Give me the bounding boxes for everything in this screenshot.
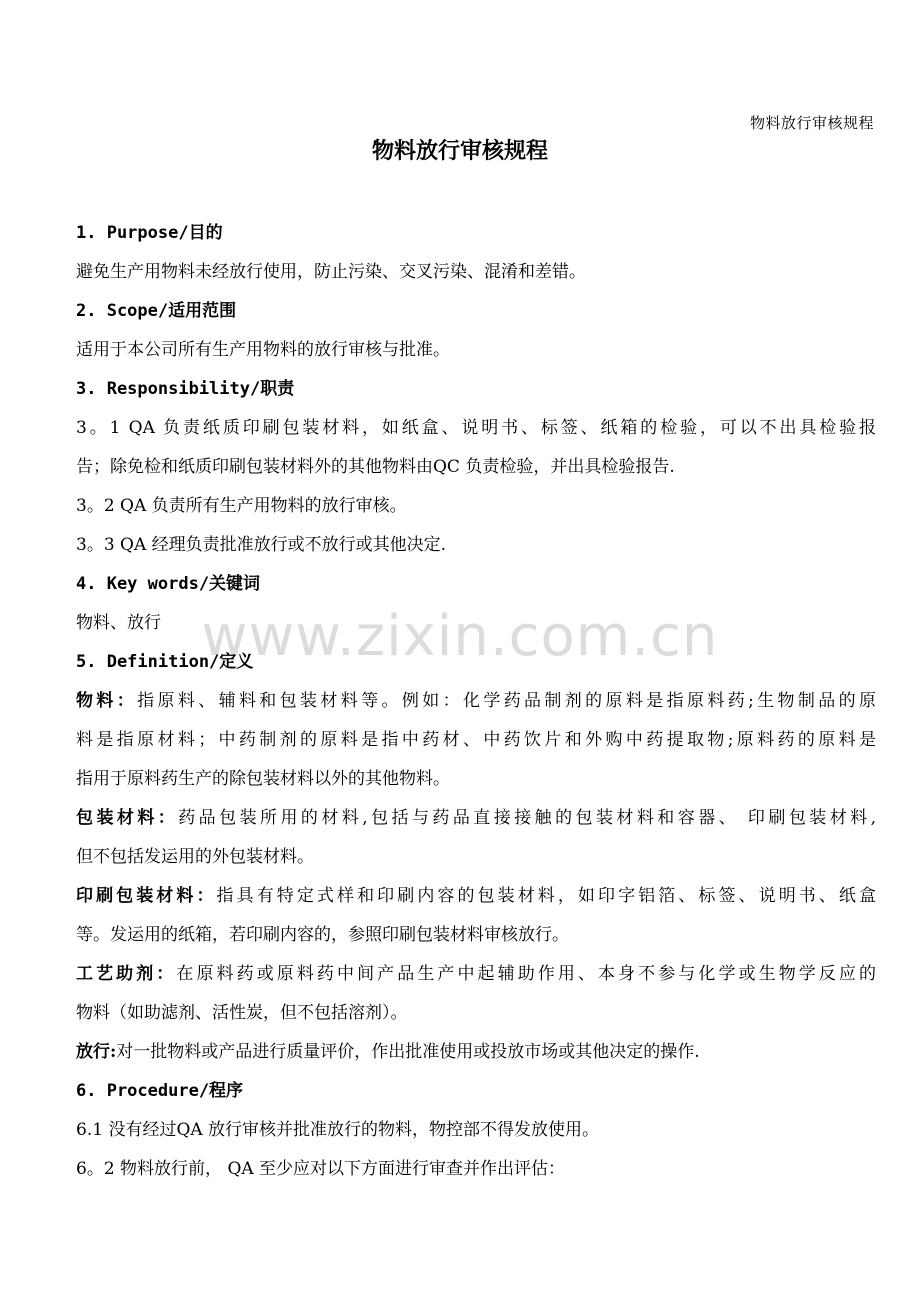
definition-term-packaging: 包装材料：	[76, 808, 179, 828]
definition-term-material: 物料：	[76, 691, 138, 711]
definition-release-line-1	[76, 1033, 876, 1072]
section-heading-procedure: 6. Procedure/程序	[76, 1081, 244, 1101]
definition-printed-text-1: 指具有特定式样和印刷内容的包装材料，如印字铝箔、标签、说明书、纸盒	[216, 886, 876, 906]
definition-material-line-1	[76, 682, 876, 721]
purpose-text: 避免生产用物料未经放行使用，防止污染、交叉污染、混淆和差错。	[76, 262, 586, 282]
definition-aid-line-2: 物料（如助滤剂、活性炭，但不包括溶剂）。	[76, 1003, 408, 1023]
section-heading-keywords: 4. Key words/关键词	[76, 574, 261, 594]
running-header: 物料放行审核规程	[749, 114, 874, 132]
definition-printed-line-1	[76, 877, 876, 916]
definition-material-line-2: 料是指原材料；中药制剂的原料是指中药材、中药饮片和外购中药提取物;原料药的原料是	[76, 730, 876, 750]
document-body	[76, 214, 876, 1189]
definition-term-release: 放行:	[76, 1042, 117, 1062]
section-heading-purpose: 1. Purpose/目的	[76, 223, 223, 243]
keywords-text: 物料、放行	[76, 613, 161, 633]
section-heading-scope: 2. Scope/适用范围	[76, 301, 237, 321]
definition-release-text-1: 对一批物料或产品进行质量评价，作出批准使用或投放市场或其他决定的操作.	[116, 1042, 700, 1062]
definition-term-printed: 印刷包装材料：	[76, 886, 217, 906]
definition-term-aid: 工艺助剂：	[76, 964, 177, 984]
definition-aid-line-1	[76, 955, 876, 994]
watermark: www.zixin.com.cn	[201, 604, 719, 669]
procedure-item-1: 6.1 没有经过QA 放行审核并批准放行的物料，物控部不得发放使用。	[76, 1120, 600, 1140]
responsibility-item-2: 3。2 QA 负责所有生产用物料的放行审核。	[76, 496, 407, 516]
definition-packaging-line-2: 但不包括发运用的外包装材料。	[76, 847, 314, 867]
document-title: 物料放行审核规程	[371, 139, 548, 164]
responsibility-item-3: 3。3 QA 经理负责批准放行或不放行或其他决定.	[76, 535, 447, 555]
scope-text: 适用于本公司所有生产用物料的放行审核与批准。	[76, 340, 450, 360]
definition-aid-text-1: 在原料药或原料药中间产品生产中起辅助作用、本身不参与化学或生物学反应的	[176, 964, 876, 984]
definition-printed-line-2: 等。发运用的纸箱，若印刷内容的，参照印刷包装材料审核放行。	[76, 925, 569, 945]
procedure-item-2: 6。2 物料放行前， QA 至少应对以下方面进行审查并作出评估：	[76, 1159, 566, 1179]
definition-packaging-text-1: 药品包装所用的材料,包括与药品直接接触的包装材料和容器、 印刷包装材料,	[178, 808, 876, 828]
responsibility-item-1-line-2: 告；除免检和纸质印刷包装材料外的其他物料由QC 负责检验，并出具检验报告.	[76, 457, 675, 477]
definition-material-line-3: 指用于原料药生产的除包装材料以外的其他物料。	[76, 769, 450, 789]
definition-packaging-line-1	[76, 799, 876, 838]
responsibility-item-1-line-1: 3。1 QA 负责纸质印刷包装材料，如纸盒、说明书、标签、纸箱的检验，可以不出具检验报	[76, 418, 876, 438]
section-heading-definition: 5. Definition/定义	[76, 652, 254, 672]
definition-material-text-1: 指原料、辅料和包装材料等。例如：化学药品制剂的原料是指原料药;生物制品的原	[137, 691, 876, 711]
section-heading-responsibility: 3. Responsibility/职责	[76, 379, 295, 399]
